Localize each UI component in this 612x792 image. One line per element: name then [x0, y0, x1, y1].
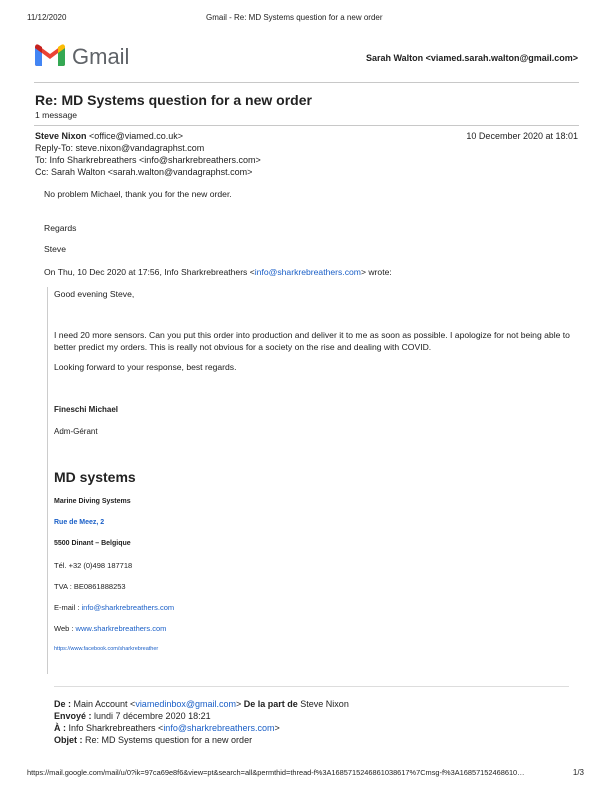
account-label: Sarah Walton <viamed.sarah.walton@gmail.com> — [365, 53, 578, 63]
divider — [54, 686, 569, 687]
thread-subject: Re: MD Systems question for a new order — [35, 92, 312, 108]
company-heading: MD systems — [54, 469, 136, 485]
quoted-para: Looking forward to your response, best regards. — [54, 362, 237, 372]
signoff: Steve — [44, 244, 66, 254]
company-subtitle: Marine Diving Systems — [54, 498, 131, 505]
email-link[interactable]: info@sharkrebreathers.com — [81, 603, 175, 612]
sender-name: Steve Nixon — [35, 131, 87, 141]
fw-sent: Envoyé : lundi 7 décembre 2020 18:21 — [54, 711, 211, 721]
web-line: Web : www.sharkrebreathers.com — [54, 624, 167, 633]
gmail-logo[interactable] — [35, 44, 65, 72]
fw-subject: Objet : Re: MD Systems question for a new order — [54, 735, 253, 745]
gmail-m-icon — [35, 44, 65, 67]
divider — [34, 125, 579, 126]
quote-intro: On Thu, 10 Dec 2020 at 17:56, Info Sharkrebreathers <info@sharkrebreathers.com> wrote: — [44, 267, 392, 277]
fw-from: De : Main Account <viamedinbox@gmail.com> De la part de Steve Nixon — [54, 699, 349, 709]
print-title: Gmail - Re: MD Systems question for a new order — [206, 13, 383, 22]
facebook-link[interactable]: https://www.facebook.com/sharkrebreather — [54, 646, 159, 652]
print-date: 11/12/2020 — [27, 13, 67, 22]
email-line: E-mail : info@sharkrebreathers.com — [54, 603, 175, 612]
sender — [35, 131, 183, 141]
message-date: 10 December 2020 at 18:01 — [466, 131, 578, 141]
page-number: 1/3 — [572, 768, 584, 777]
fw-to: À : Info Sharkrebreathers <info@sharkrebreathers.com> — [54, 723, 280, 733]
cc-line: Cc: Sarah Walton <sarah.walton@vandagraphst.com> — [35, 167, 253, 177]
gmail-logo-text: Gmail — [72, 44, 130, 69]
quote-email-link[interactable]: info@sharkrebreathers.com — [254, 267, 361, 277]
web-link[interactable]: www.sharkrebreathers.com — [75, 624, 167, 633]
quoted-para: I need 20 more sensors. Can you put this order into production and deliver it to me as soon as possible. I apologize for not being able to better predict my orders. This is really not obvious for a society on the rise and dealing with COVID. — [54, 330, 570, 352]
telephone: Tél. +32 (0)498 187718 — [54, 561, 133, 570]
signature-name: Fineschi Michael — [54, 405, 119, 414]
quote-bar — [47, 287, 48, 674]
body-line: No problem Michael, thank you for the new order. — [44, 189, 232, 199]
tva-number: TVA : BE0861888253 — [54, 582, 126, 591]
divider — [34, 82, 579, 83]
address-link[interactable]: Rue de Meez, 2 — [54, 519, 105, 526]
regards: Regards — [44, 223, 77, 233]
quoted-greeting: Good evening Steve, — [54, 289, 135, 299]
sender-email[interactable]: <office@viamed.co.uk> — [89, 131, 184, 141]
to-line: To: Info Sharkrebreathers <info@sharkrebreathers.com> — [35, 155, 261, 165]
fw-from-link[interactable]: viamedinbox@gmail.com — [135, 699, 236, 709]
message-count: 1 message — [35, 110, 78, 120]
fw-to-link[interactable]: info@sharkrebreathers.com — [163, 723, 275, 733]
reply-to: Reply-To: steve.nixon@vandagraphst.com — [35, 143, 205, 153]
print-url: https://mail.google.com/mail/u/0?ik=97ca69e8f6&view=pt&search=all&permthid=thread-f%3A1685715246861038617%7Cmsg-f%3A16857152468610… — [27, 768, 525, 777]
address-city: 5500 Dinant – Belgique — [54, 540, 131, 547]
signature-title: Adm-Gérant — [54, 427, 98, 436]
